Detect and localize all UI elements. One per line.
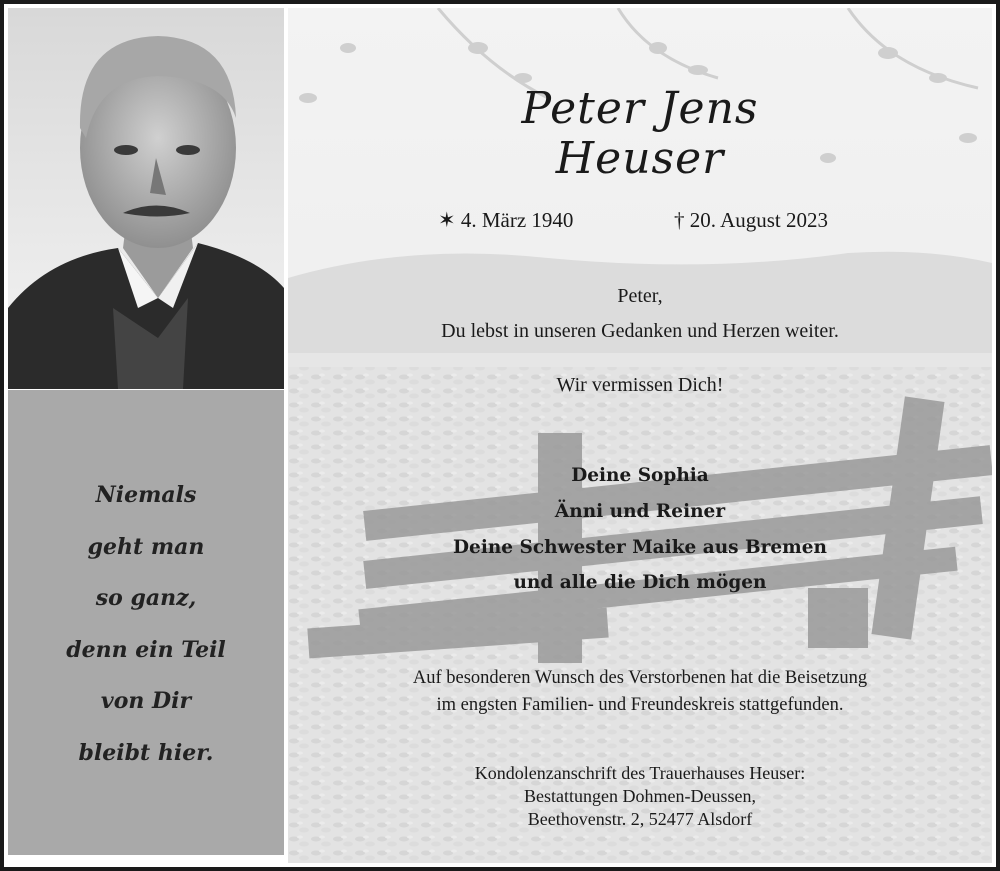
condolence-address: Beethovenstr. 2, 52477 Alsdorf <box>527 809 753 829</box>
quote-line: von Dir <box>100 688 192 714</box>
message-closing: Wir vermissen Dich! <box>556 374 724 396</box>
star-icon: ✶ <box>438 208 456 232</box>
portrait-photo <box>8 8 284 389</box>
burial-notice-line: Auf besonderen Wunsch des Verstorbenen hat die Beisetzung <box>412 668 868 688</box>
quote-line: denn ein Teil <box>66 636 226 663</box>
birth-date <box>438 208 573 233</box>
quote <box>8 470 284 779</box>
deceased-name <box>288 84 992 184</box>
portrait-illustration <box>8 8 284 389</box>
cross-icon: † <box>674 208 685 232</box>
quote-line: Niemals <box>95 482 197 508</box>
message-salutation: Peter, <box>617 285 663 307</box>
mourner-line: und alle die Dich mögen <box>513 572 767 593</box>
burial-notice-line: im engsten Familien- und Freundeskreis stattgefunden. <box>436 695 844 715</box>
quote-line: bleibt hier. <box>78 739 214 766</box>
quote-panel <box>8 390 284 855</box>
birth-date-value: 4. März 1940 <box>460 208 574 232</box>
condolence-funeral-home: Bestattungen Dohmen-Deussen, <box>524 786 756 806</box>
death-date-value: 20. August 2023 <box>689 208 829 232</box>
message-line: Du lebst in unseren Gedanken und Herzen weiter. <box>441 320 839 342</box>
mourner-line: Änni und Reiner <box>554 501 726 522</box>
quote-line: geht man <box>87 533 205 560</box>
mourner-line: Deine Sophia <box>571 465 709 486</box>
mourner-line: Deine Schwester Maike aus Bremen <box>453 537 827 558</box>
death-date <box>674 208 828 233</box>
deceased-first-names: Peter Jens <box>521 83 759 134</box>
condolence-heading: Kondolenzanschrift des Trauerhauses Heuser: <box>474 763 806 783</box>
quote-line: so ganz, <box>95 585 197 611</box>
deceased-surname: Heuser <box>555 133 725 184</box>
